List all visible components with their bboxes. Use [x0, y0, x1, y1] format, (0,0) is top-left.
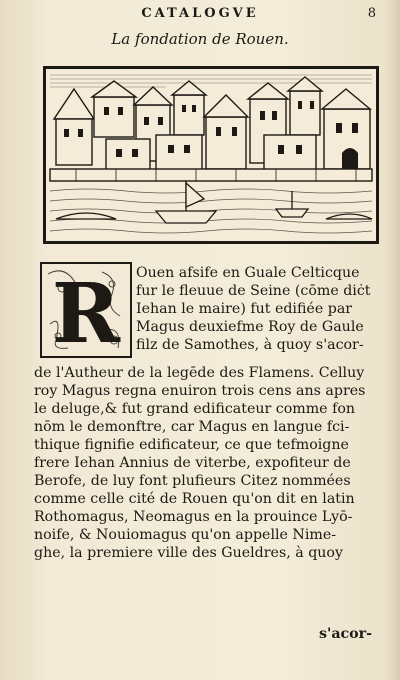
text-line: Iehan le maire) fut edifiée par — [136, 301, 353, 317]
text-line: Ouen afsife en Guale Celticque — [136, 265, 360, 281]
text-line: le deluge,& fut grand edificateur comme fon — [34, 401, 356, 417]
text-line: Rothomagus, Neomagus en la prouince Lyō- — [34, 509, 353, 525]
text-line: comme celle cité de Rouen qu'on dit en latin — [34, 491, 355, 507]
page-number: 8 — [367, 6, 376, 21]
text-line: ghe, la premiere ville des Gueldres, à quoy — [34, 545, 343, 561]
ornamental-dropcap — [40, 262, 132, 358]
text-line: roy Magus regna enuiron trois cens ans apres — [34, 383, 366, 399]
section-subtitle: La fondation de Rouen. — [111, 30, 289, 48]
text-line: filz de Samothes, à quoy s'acor- — [136, 337, 364, 353]
text-line: Magus deuxiefme Roy de Gaule — [136, 319, 364, 335]
text-line: Berofe, de luy font plufieurs Citez nommées — [34, 473, 351, 489]
city-harbor-woodcut — [43, 66, 379, 244]
text-line: frere Iehan Annius de viterbe, expofiteur de — [34, 455, 351, 471]
text-line: fur le fleuue de Seine (cōme diċt — [136, 283, 371, 299]
text-line: nōm le demonftre, car Magus en langue fci- — [34, 419, 350, 435]
page-edge-shadow — [386, 0, 400, 680]
text-line: thique fignifie edificateur, ce que tefmoigne — [34, 437, 349, 453]
catchword: s'acor- — [319, 626, 372, 642]
text-line: de l'Autheur de la legēde des Flamens. Celluy — [34, 365, 365, 381]
text-line: noife, & Nouiomagus qu'on appelle Nime- — [34, 527, 337, 543]
running-head: CATALOGVE — [141, 6, 259, 21]
dropcap-letter: R — [51, 266, 121, 356]
